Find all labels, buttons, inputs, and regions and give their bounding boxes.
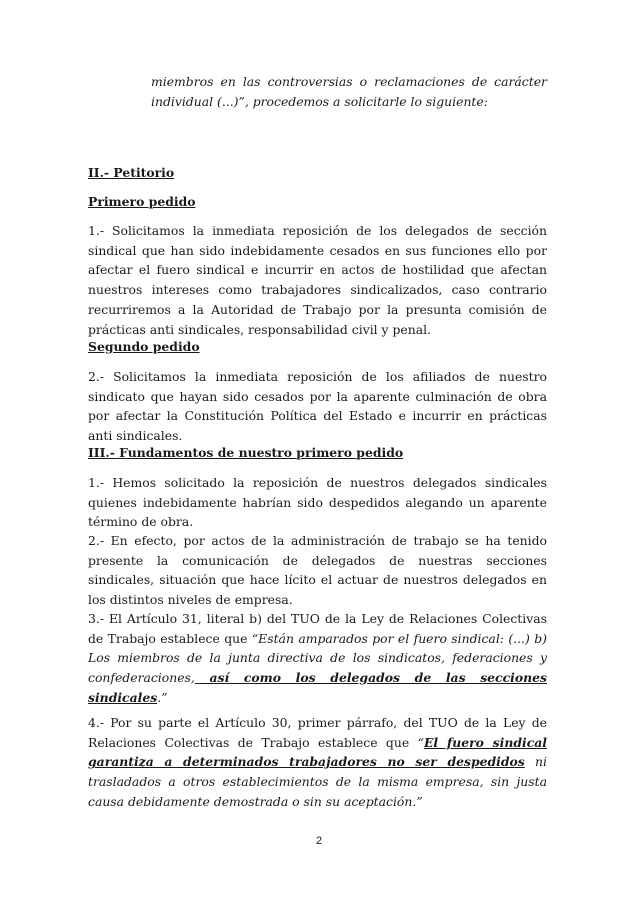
page-number: 2	[315, 835, 323, 847]
fundamento-3-emphasis: así como los delegados de las secciones sindicales	[88, 670, 547, 705]
second-request-title: Segundo pedido	[88, 339, 200, 354]
fundamento-4-intro: 4.- Por su parte el Artículo 30, primer párrafo, del TUO de la Ley de Relaciones Colectivas de Trabajo establece que	[88, 715, 547, 750]
first-request-text: 1.- Solicitamos la inmediata reposición de los delegados de sección sindical que han sido indebidamente cesados en sus funciones ello por afectar el fuero sindical e incurrir en actos de hostilidad que afectan nuestros intereses como trabajadores sindicalizados, caso contrario recurriremos a la Autoridad de Trabajo por la presunta comisión de prácticas anti sindicales, responsabilidad civil y penal.	[88, 223, 547, 337]
fundamento-3-intro: 3.- El Artículo 31, literal b) del TUO de la Ley de Relaciones Colectivas de Trabajo establece que	[88, 611, 547, 646]
section-title-fundamentos: III.- Fundamentos de nuestro primero pedido	[88, 445, 404, 460]
fundamento-4-emphasis: El fuero sindical garantiza a determinados trabajadores no ser despedidos	[88, 734, 547, 770]
fundamento-1: 1.- Hemos solicitado la reposición de nuestros delegados sindicales quienes indebidamente habrían sido despedidos alegando un aparente término de obra.	[88, 475, 547, 530]
fundamento-3	[88, 609, 547, 708]
fundamento-4-rest: ni trasladados a otros establecimientos de la misma empresa, sin justa causa debidamente demostrada o sin su aceptación.”	[88, 754, 547, 809]
quoted-text: miembros en las controversias o reclamaciones de carácter individual (...)”, procedemos a solicitarle lo siguiente:	[151, 74, 547, 109]
first-request-title: Primero pedido	[88, 194, 196, 209]
section-title-petitorio: II.- Petitorio	[88, 165, 175, 180]
second-request-text: 2.- Solicitamos la inmediata reposición de los afiliados de nuestro sindicato que hayan sido cesados por la aparente culminación de obra por afectar la Constitución Política del Estado e incurrir en prácticas anti sindicales.	[88, 369, 547, 444]
fundamento-4-open-quote: “	[417, 734, 424, 750]
fundamento-2: 2.- En efecto, por actos de la administración de trabajo se ha tenido presente la comunicación de delegados de nuestras secciones sindicales, situación que hace lícito el actuar de nuestros delegados en los distintos niveles de empresa.	[88, 533, 547, 608]
fundamento-3-end: .”	[157, 689, 168, 705]
fundamento-3-quote: “Están amparados por el fuero sindical: (...) b) Los miembros de la junta directiva de los sindicatos, federaciones y confederaciones,	[88, 630, 547, 686]
fundamento-4	[88, 713, 547, 812]
